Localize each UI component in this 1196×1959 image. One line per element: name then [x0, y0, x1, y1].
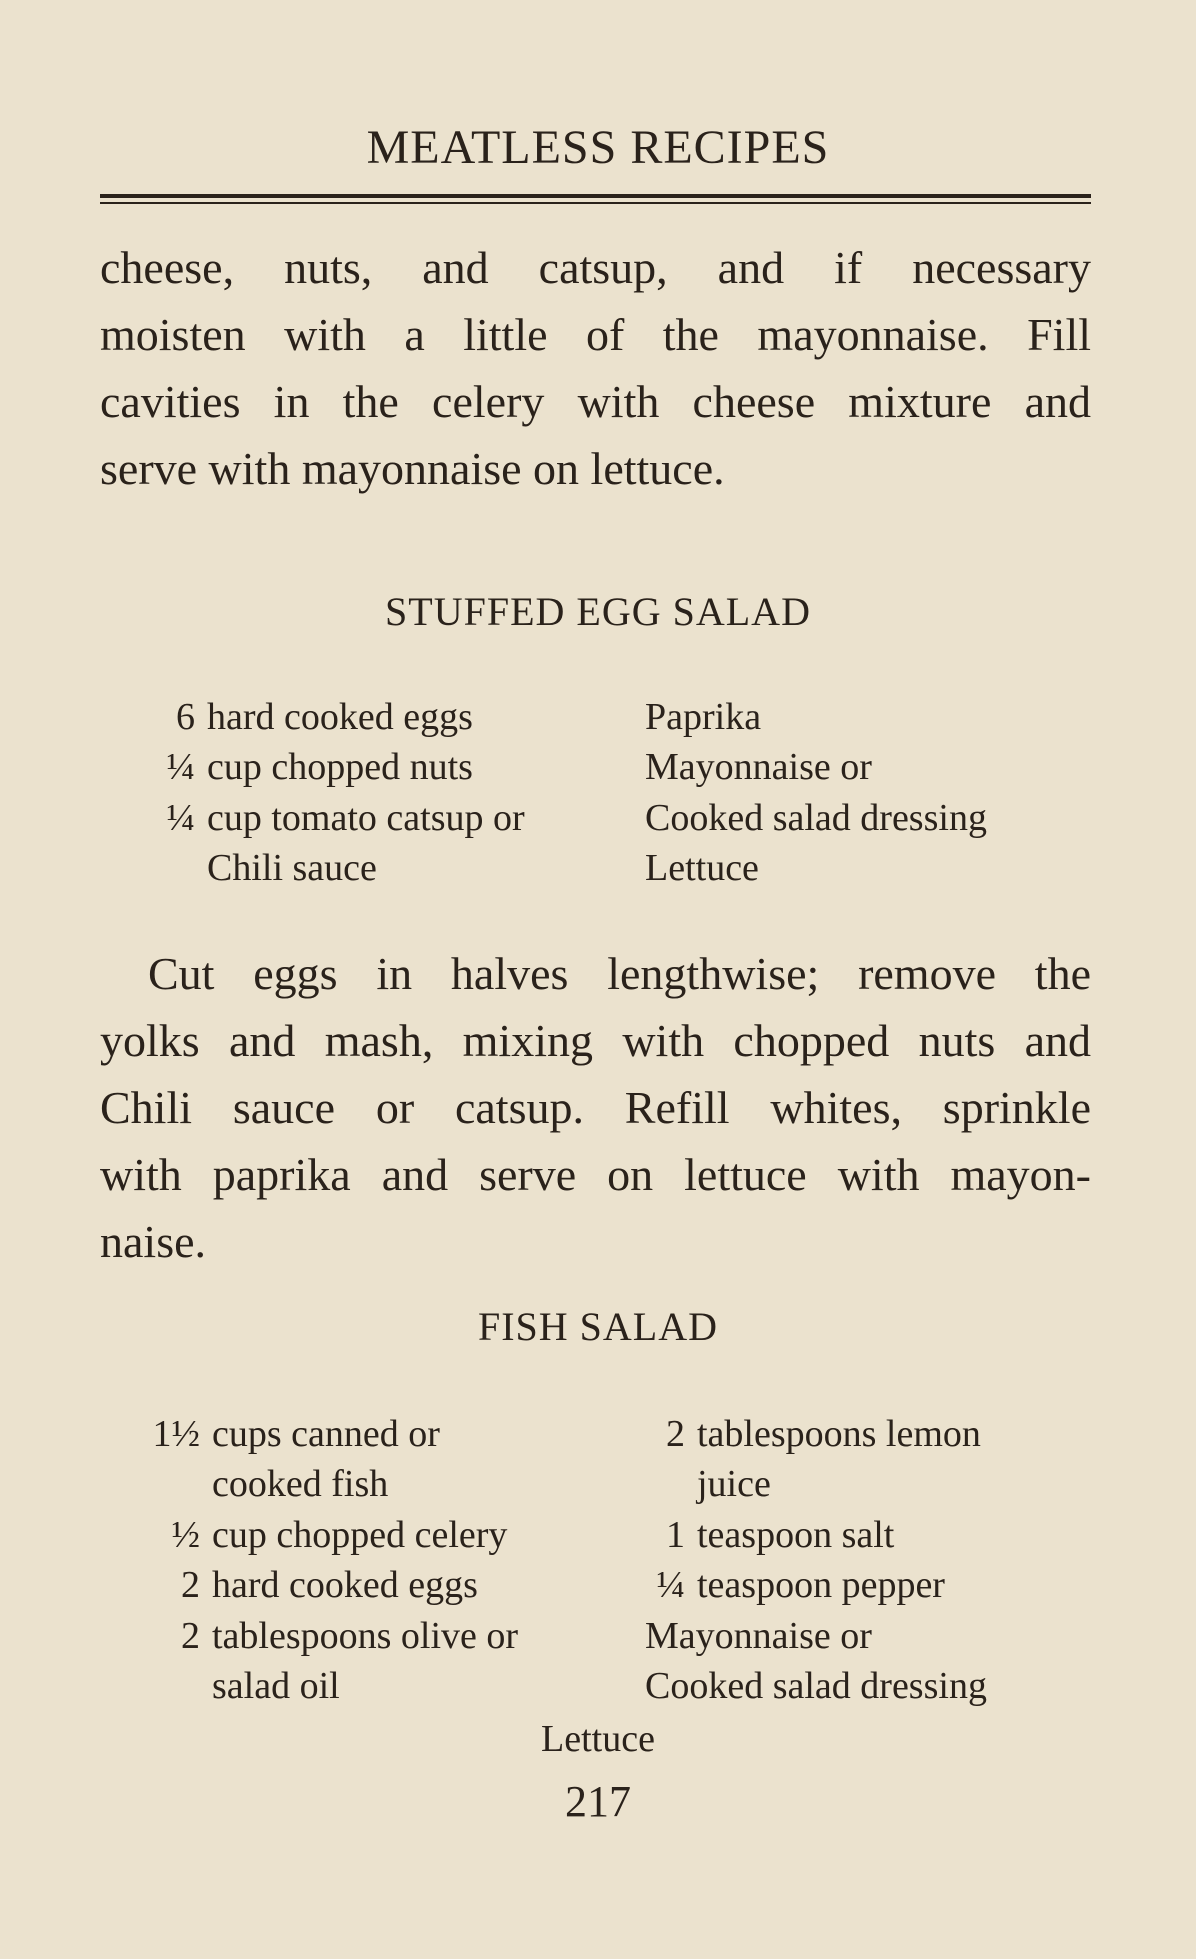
ingredient-quantity: 2 [181, 1614, 200, 1657]
header-rule-thick [100, 194, 1091, 198]
ingredient-row [140, 1560, 518, 1610]
stuffed-egg-method [100, 940, 1091, 1275]
ingredients-left-column [140, 1409, 518, 1711]
running-head: MEATLESS RECIPES [366, 121, 830, 174]
ingredient-quantity: ¼ [166, 746, 195, 789]
ingredient-text: hard cooked eggs [212, 1564, 478, 1607]
recipe-title-stuffed-egg-salad: STUFFED EGG SALAD [385, 589, 811, 634]
ingredient-row [140, 1409, 518, 1459]
ingredient-text: teaspoon pepper [697, 1564, 945, 1607]
ingredient-text: Chili sauce [207, 847, 377, 890]
ingredient-text: tablespoons lemon [697, 1413, 981, 1455]
ingredient-text: Cooked salad dressing [645, 1664, 987, 1707]
text-line: Cut eggs in halves lengthwise; remove the [148, 948, 1091, 999]
ingredient-text: Cooked salad dressing [645, 796, 987, 839]
ingredient-row [140, 1459, 518, 1509]
text-line: Chili sauce or catsup. Refill whites, sprinkle [100, 1082, 1091, 1133]
ingredient-row [625, 1459, 987, 1509]
text-line: with paprika and serve on lettuce with mayon- [100, 1149, 1091, 1200]
ingredient-quantity [140, 1459, 212, 1509]
ingredient-quantity: 1 [666, 1513, 685, 1556]
ingredient-quantity: ½ [171, 1513, 200, 1556]
ingredients-right-column [645, 692, 987, 894]
ingredient-quantity: 2 [181, 1564, 200, 1607]
header-rule-thin [100, 202, 1091, 204]
ingredient-quantity [625, 1459, 697, 1509]
ingredient-quantity: 1½ [152, 1413, 200, 1455]
ingredient-text: juice [697, 1463, 771, 1506]
ingredient-text: cups canned or [212, 1413, 440, 1455]
text-line: yolks and mash, mixing with chopped nuts and [100, 1015, 1091, 1066]
ingredient-row [140, 1611, 518, 1661]
text-line: cavities in the celery with cheese mixture and [100, 376, 1091, 427]
ingredient-quantity: ¼ [166, 796, 195, 839]
ingredient-text: cup tomato catsup or [207, 796, 525, 839]
final-ingredient: Lettuce [541, 1718, 655, 1760]
ingredient-text: Mayonnaise or [645, 746, 872, 789]
ingredient-text: cup chopped nuts [207, 746, 473, 789]
text-line: moisten with a little of the mayonnaise. Fill [100, 309, 1091, 360]
recipe-title-fish-salad: FISH SALAD [477, 1304, 719, 1349]
ingredient-quantity [140, 1661, 212, 1711]
ingredient-text: cup chopped celery [212, 1513, 508, 1556]
text-line: naise. [100, 1216, 207, 1267]
ingredient-row [150, 793, 525, 843]
ingredient-quantity [150, 843, 207, 893]
text-line: serve with mayonnaise on lettuce. [100, 443, 725, 494]
ingredient-text: tablespoons olive or [212, 1614, 519, 1657]
ingredient-row [140, 1510, 518, 1560]
ingredient-text: Paprika [645, 696, 762, 738]
ingredient-row [140, 1661, 518, 1711]
ingredient-quantity: 6 [176, 696, 195, 738]
ingredient-row [150, 843, 525, 893]
ingredients-right-column [625, 1409, 987, 1711]
ingredient-text: salad oil [212, 1664, 340, 1707]
page-number: 217 [565, 1777, 631, 1826]
ingredient-quantity: 2 [666, 1413, 685, 1455]
ingredient-row [150, 692, 525, 742]
ingredient-row [625, 1510, 987, 1560]
ingredient-row [625, 1409, 987, 1459]
text-line: cheese, nuts, and catsup, and if necessary [100, 242, 1091, 293]
ingredient-text: Lettuce [645, 847, 759, 890]
ingredient-row [150, 742, 525, 792]
ingredients-left-column [150, 692, 525, 894]
intro-paragraph [100, 234, 1091, 502]
ingredient-text: cooked fish [212, 1463, 389, 1506]
ingredient-text: hard cooked eggs [207, 696, 473, 738]
ingredient-row [625, 1560, 987, 1610]
ingredient-quantity: ¼ [656, 1564, 685, 1607]
ingredient-text: teaspoon salt [697, 1513, 895, 1556]
ingredient-text: Mayonnaise or [645, 1614, 872, 1657]
